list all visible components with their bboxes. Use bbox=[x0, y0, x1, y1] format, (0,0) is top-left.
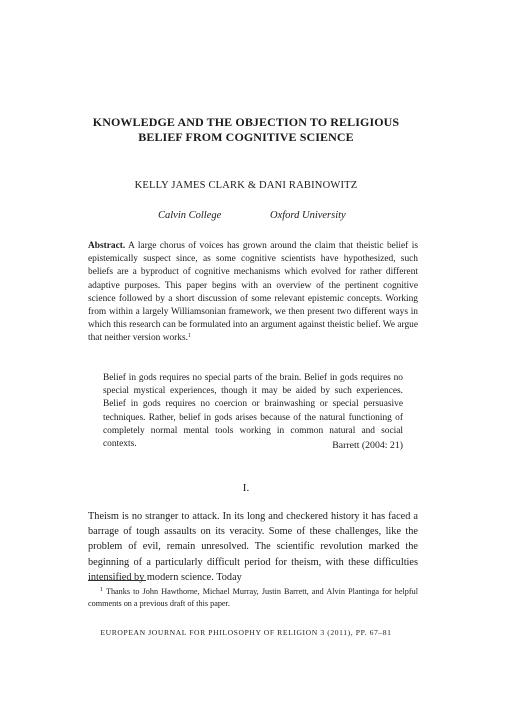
footnote-text: Thanks to John Hawthorne, Michael Murray, Justin Barrett, and Alvin Plantinga for helpful comments on a previous draft of this paper. bbox=[88, 587, 418, 608]
affiliation-oxford: Oxford University bbox=[270, 210, 346, 221]
abstract-text: A large chorus of voices has grown around the claim that theistic belief is epistemically suspect since, as some cognitive scientists have hypothesized, such beliefs are a byproduct of cognitive mechanisms which evolved for rather different adaptive purposes. This paper begins with an overview of the pertinent cognitive science followed by a short discussion of some relevant epistemic concepts. Working from within a largely Williamsonian framework, we then present two different ways in which this research can be formulated into an argument against theistic belief. We argue that neither version works. bbox=[88, 241, 418, 344]
journal-footer: EUROPEAN JOURNAL FOR PHILOSOPHY OF RELIGION 3 (2011), PP. 67–81 bbox=[100, 628, 392, 637]
affiliation-calvin: Calvin College bbox=[158, 210, 222, 221]
section-heading: I. bbox=[242, 482, 250, 494]
paper-title bbox=[60, 115, 432, 145]
author-names: KELLY JAMES CLARK & DANI RABINOWITZ bbox=[134, 180, 358, 191]
abstract-footnote-mark: 1 bbox=[187, 333, 191, 340]
footnote-divider bbox=[88, 580, 146, 581]
abstract bbox=[88, 240, 418, 346]
epigraph-quote: Belief in gods requires no special parts of the brain. Belief in gods requires no special mystical experiences, though it may be aided by such experiences. Belief in gods requires no coercion or brainwashing or special persuasive techniques. Rather, belief in gods arises because of the natural functioning of completely normal mental tools working in common natural and social contexts. bbox=[103, 373, 403, 450]
abstract-label: Abstract. bbox=[88, 241, 126, 251]
footnote-mark: 1 bbox=[100, 587, 103, 593]
epigraph-citation: Barrett (2004: 21) bbox=[332, 440, 403, 451]
body-paragraph: Theism is no stranger to attack. In its long and checkered history it has faced a barrage of tough assaults on its veracity. Some of these challenges, like the problem of evil, remain unresolved. The scientific revolution marked the beginning of a particularly difficult period for theism, with these difficulties intensified by modern science. Today bbox=[88, 511, 418, 583]
title-line-1: KNOWLEDGE AND THE OBJECTION TO RELIGIOUS bbox=[92, 115, 400, 129]
title-line-2: BELIEF FROM COGNITIVE SCIENCE bbox=[138, 130, 354, 144]
footnote bbox=[88, 586, 418, 609]
